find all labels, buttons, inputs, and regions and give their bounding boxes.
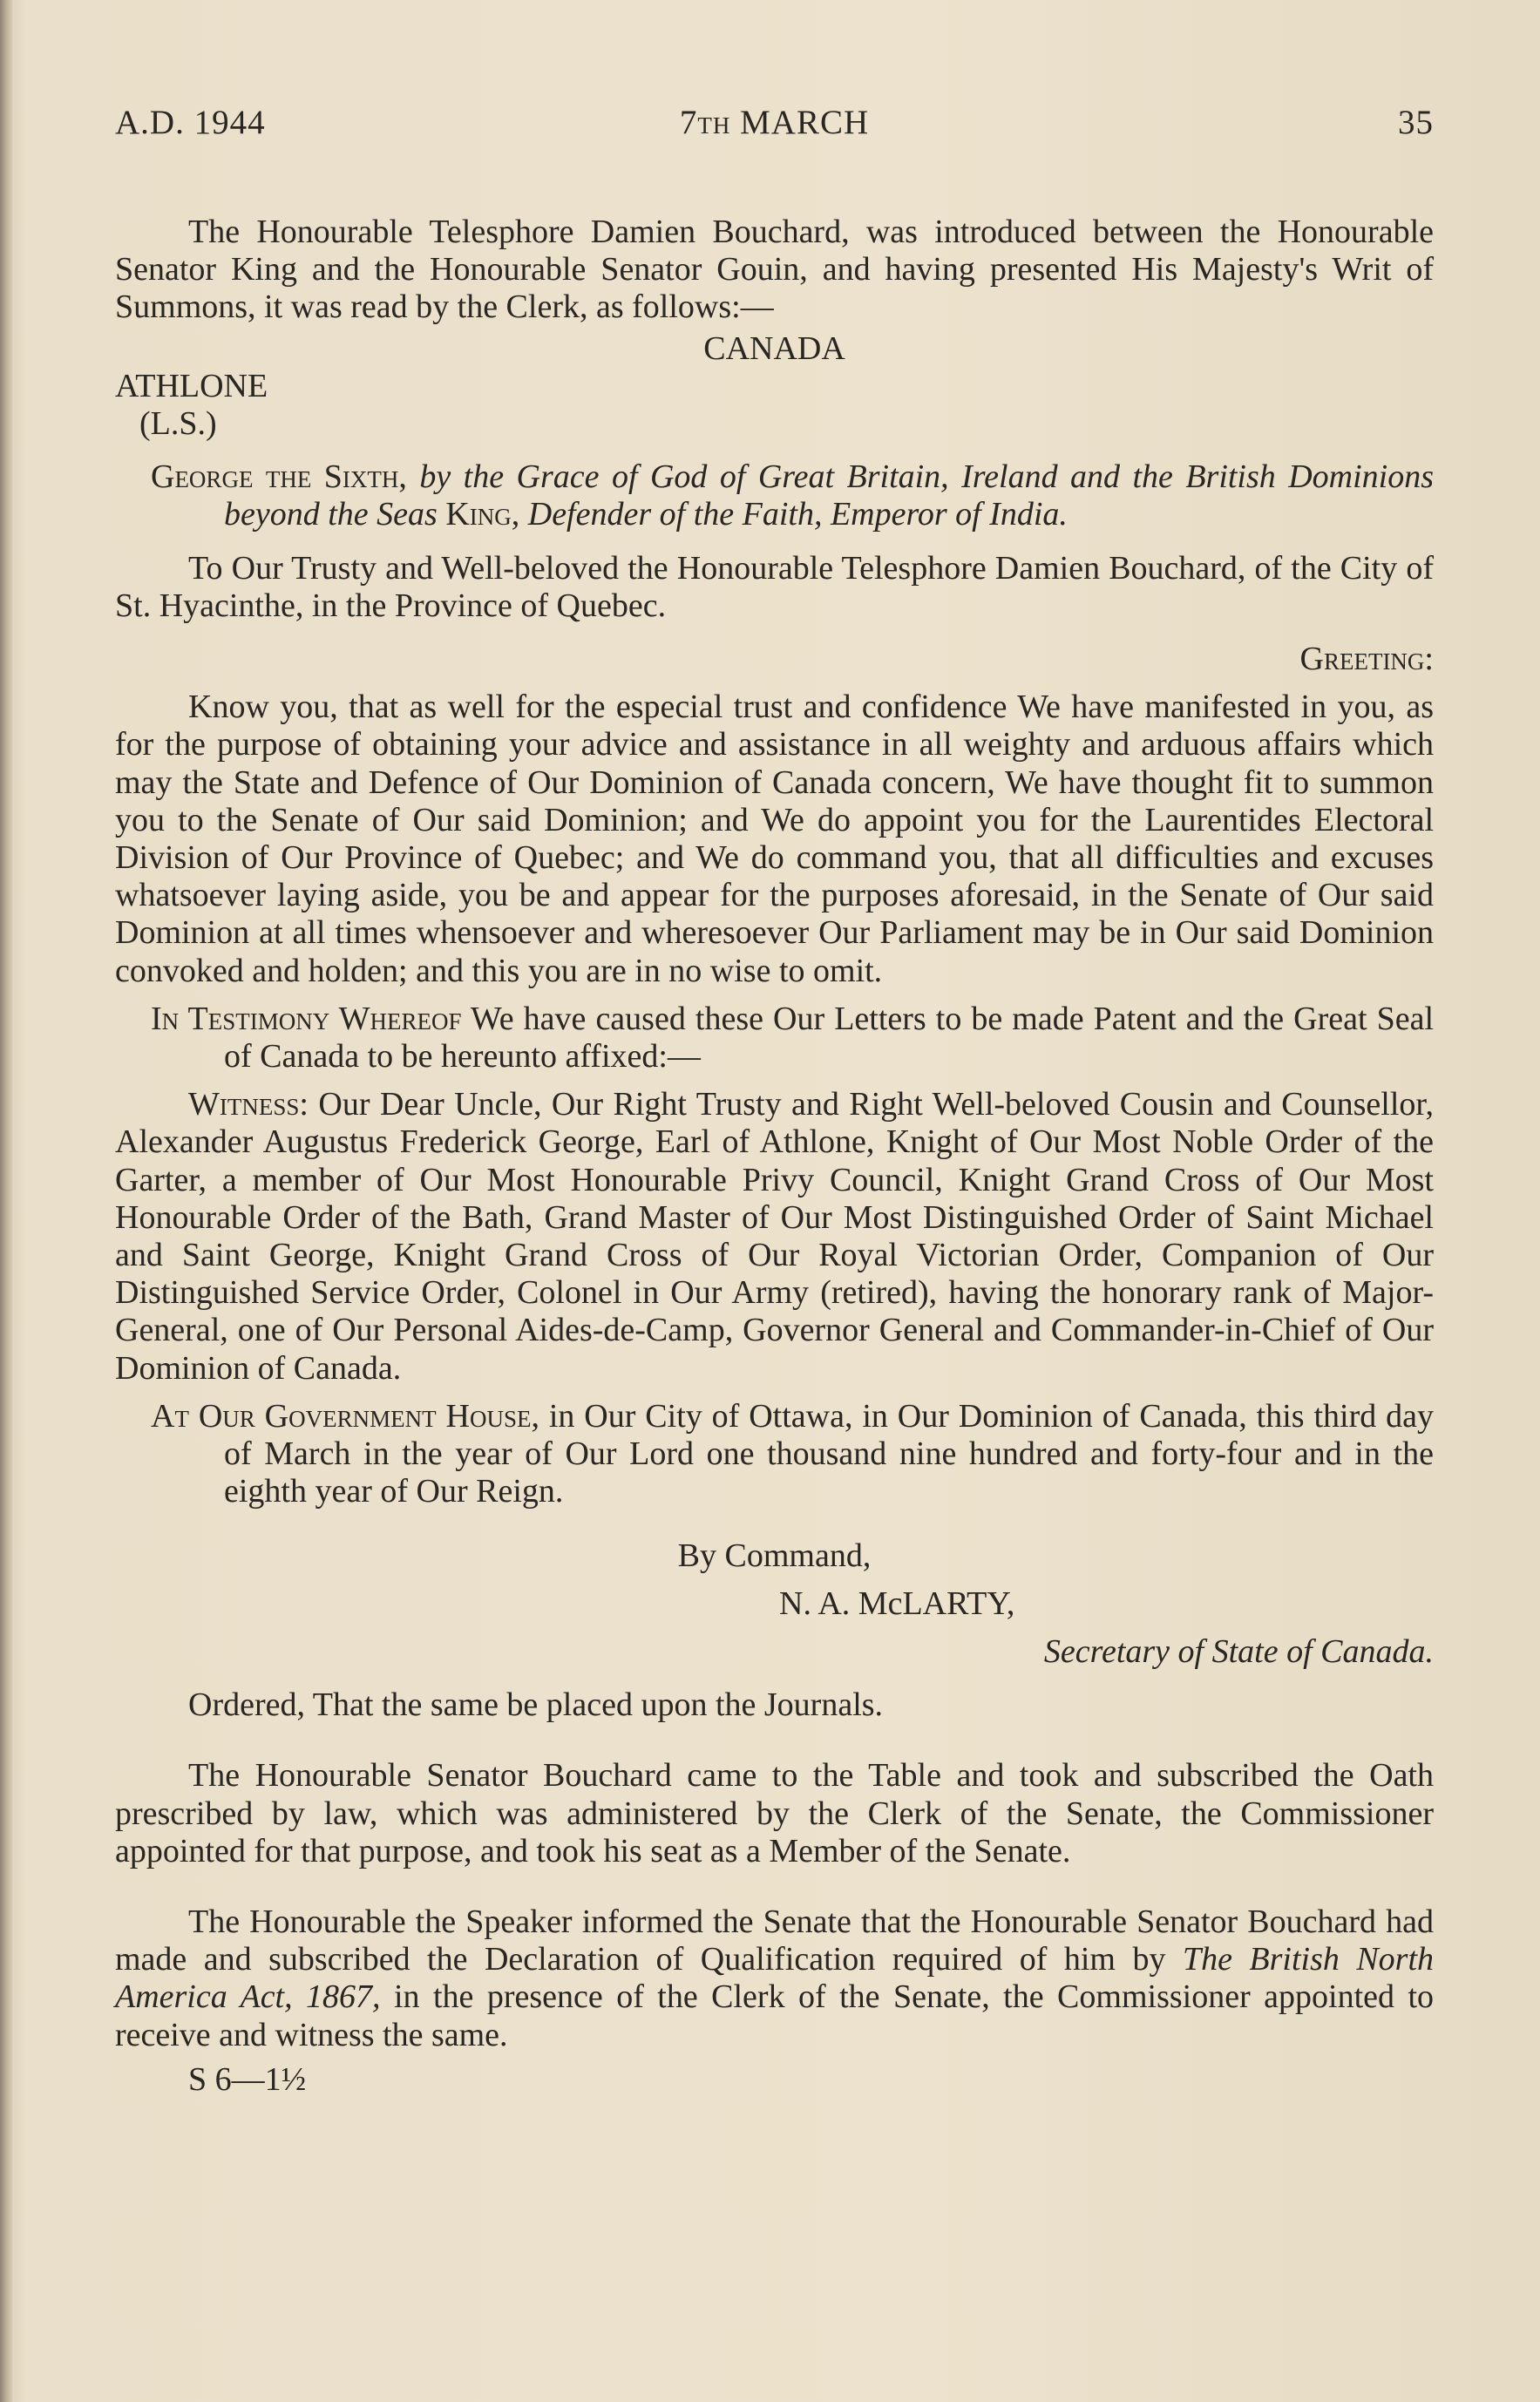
royal-style-paragraph [115, 458, 1434, 533]
witness-paragraph [115, 1086, 1434, 1388]
canada-heading: CANADA [703, 329, 845, 367]
page-header [115, 103, 1434, 146]
royal-name: George the Sixth, [151, 458, 407, 496]
intro-paragraph: The Honourable Telesphore Damien Bouchard, was introduced between the Honourable Senator King and the Honourable Senator Gouin, and having presented His Majesty's Writ of Summons, it was read by the Clerk, as follows:— [115, 214, 1434, 326]
signatory-title [115, 1633, 1434, 1671]
royal-king: King, [445, 496, 520, 533]
witness-heading: Witness: [188, 1086, 309, 1123]
royal-title-end: Defender of the Faith, Emperor of India. [527, 496, 1068, 533]
binding-edge [0, 0, 12, 2402]
witness-text: Our Dear Uncle, Our Right Trusty and Right Well-beloved Cousin and Counsellor, Alexander Augustus Frederick George, Earl of Athlone, Knight of Our Most Noble Order of the Garter, a member of Our Most Honourable Privy Council, Knight Grand Cross of Our Most Honourable Order of the Bath, Grand Master of Our Most Distinguished Order of Saint Michael and Saint George, Knight Grand Cross of Our Royal Victorian Order, Companion of Our Distinguished Service Order, Colonel in Our Army (retired), having the honorary rank of Major-General, one of Our Personal Aides-de-Camp, Governor General and Commander-in-Chief of Our Dominion of Canada. [115, 1086, 1435, 1387]
page-body [115, 214, 1434, 2099]
government-house-heading: At Our Government House, [151, 1397, 539, 1435]
signatory-name: N. A. McLARTY, [779, 1584, 1015, 1622]
by-command: By Command, [677, 1537, 872, 1574]
signature-mark: S 6—1½ [188, 2060, 307, 2098]
speaker-paragraph [115, 1903, 1434, 2054]
addressee-paragraph: To Our Trusty and Well-beloved the Honourable Telesphore Damien Bouchard, of the City of St. Hyacinthe, in the Province of Quebec. [115, 549, 1434, 624]
government-house-paragraph [115, 1398, 1434, 1511]
speaker-text-1: The Honourable the Speaker informed the Senate that the Honourable Senator Bouchard had made and subscribed the Declaration of Qualification required of him by [115, 1903, 1434, 1978]
testimony-text: We have caused these Our Letters to be made Patent and the Great Seal of Canada to be hereunto affixed:— [224, 1000, 1434, 1075]
header-year: A.D. 1944 [115, 104, 266, 141]
summons-paragraph: Know you, that as well for the especial trust and confidence We have manifested in you, as for the purpose of obtaining your advice and assistance in all weighty and arduous affairs which may the State and Defence of Our Dominion of Canada concern, We have thought fit to summon you to the Senate of Our said Dominion; and We do appoint you for the Laurentides Electoral Division of Our Province of Quebec; and We do command you, that all difficulties and excuses whatsoever laying aside, you be and appear for the purposes aforesaid, in the Senate of Our said Dominion at all times whensoever and wheresoever Our Parliament may be in Our said Dominion convoked and holden; and this you are in no wise to omit. [115, 689, 1434, 989]
greeting: Greeting: [1299, 641, 1434, 678]
act-name: The British North America Act, 1867, [115, 1941, 1435, 2016]
testimony-heading: In Testimony Whereof [151, 1000, 462, 1037]
seal-mark: (L.S.) [139, 405, 217, 443]
page-number: 35 [1398, 104, 1434, 141]
oath-paragraph: The Honourable Senator Bouchard came to the Table and took and subscribed the Oath prescribed by law, which was administered by the Clerk of the Senate, the Commissioner appointed for that purpose, and took his seat as a Member of the Senate. [115, 1757, 1434, 1869]
athlone-signature: ATHLONE [115, 367, 268, 404]
testimony-paragraph [115, 1001, 1434, 1075]
speaker-text-2: in the presence of the Clerk of the Senate, the Commissioner appointed to receive and witness the same. [115, 1978, 1434, 2053]
ordered-paragraph: Ordered, That the same be placed upon the Journals. [188, 1686, 884, 1724]
signatory-title-text: Secretary of State of Canada. [1043, 1632, 1434, 1670]
header-date: 7th MARCH [679, 104, 870, 141]
royal-title: by the Grace of God of Great Britain, Ireland and the British Dominions beyond the Seas [224, 458, 1435, 533]
government-house-text: in Our City of Ottawa, in Our Dominion of Canada, this third day of March in the year of Our Lord one thousand nine hundred and forty-four and in the eighth year of Our Reign. [224, 1397, 1435, 1510]
